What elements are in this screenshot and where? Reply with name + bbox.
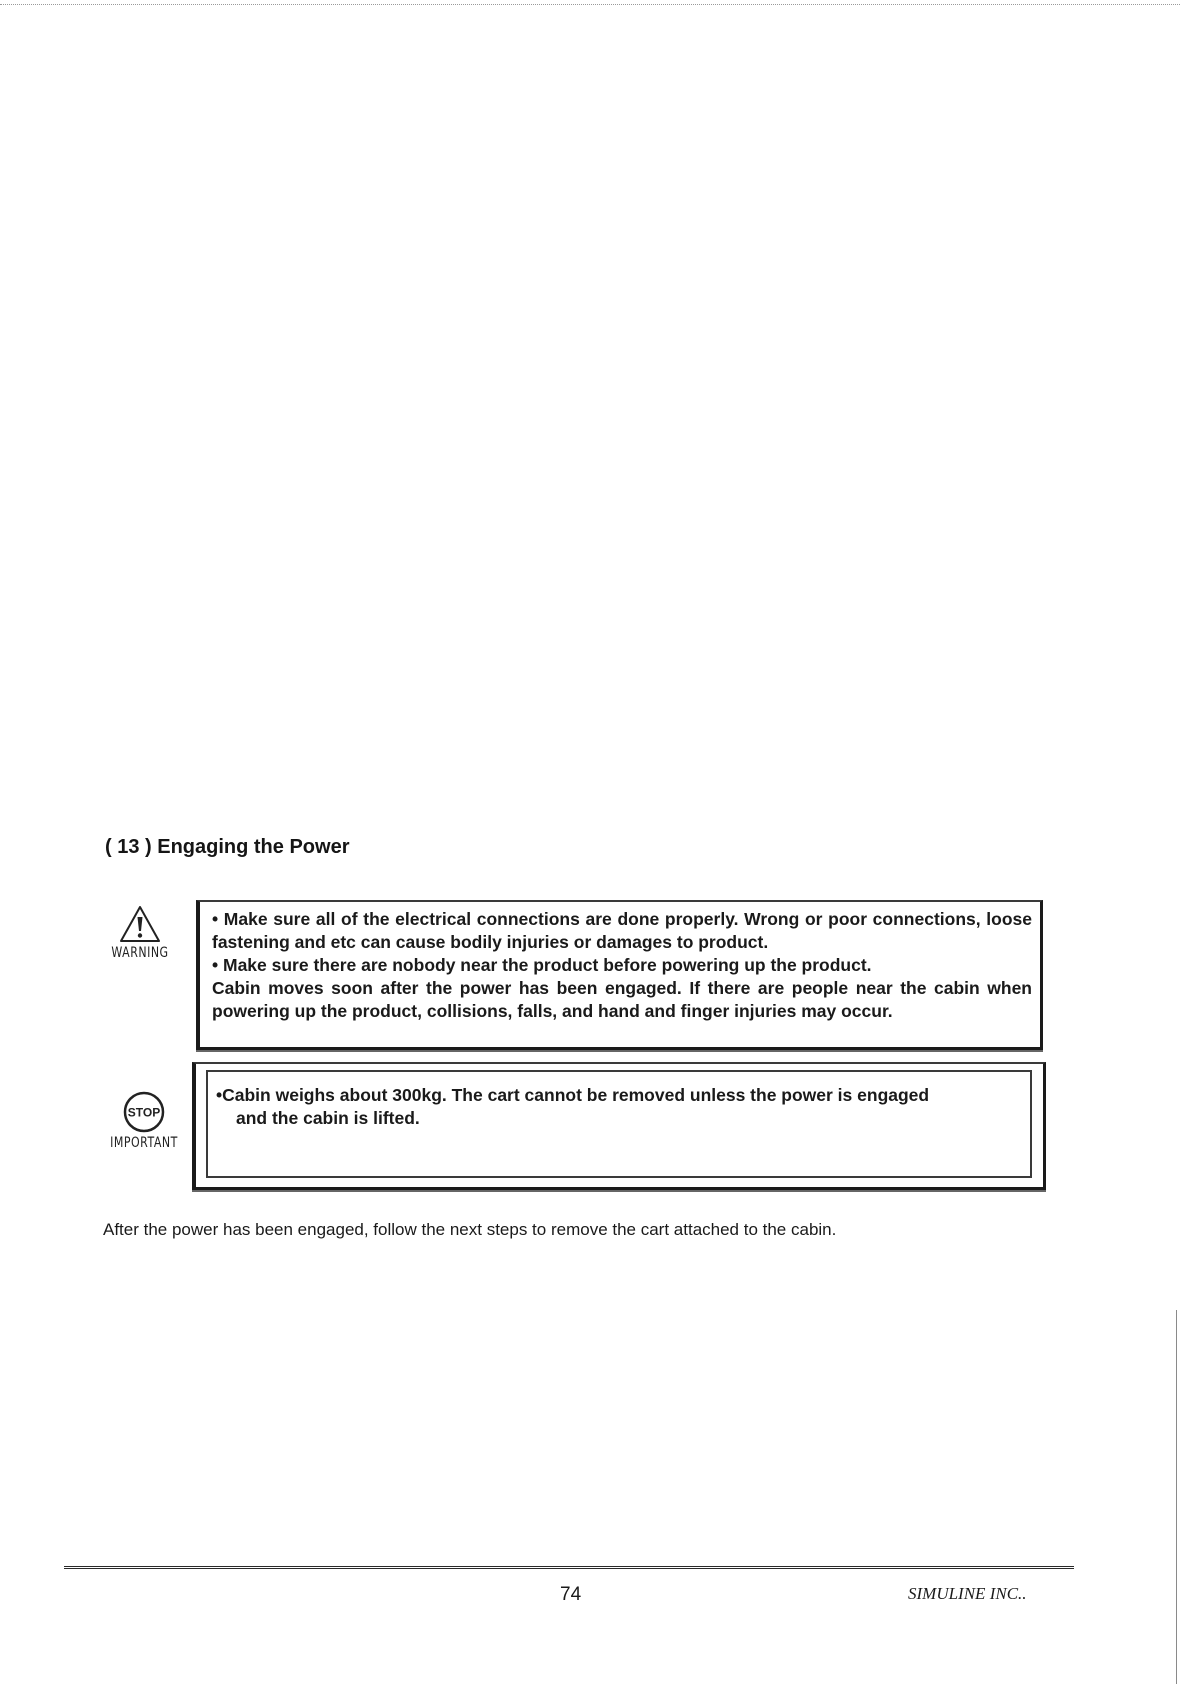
stop-sign-text: STOP [127,1105,161,1120]
footer-rule [64,1566,1074,1569]
warning-text [212,908,1032,1023]
stop-sign-icon [122,1090,166,1134]
warning-triangle-icon [118,904,162,944]
important-text [216,1084,1022,1130]
instruction-paragraph: After the power has been engaged, follow the next steps to remove the cart attached to the cabin. [103,1220,837,1239]
warning-notice-icon [100,904,180,959]
warning-line-2: • Make sure there are nobody near the product before powering up the product. [212,955,872,975]
warning-line-3: Cabin moves soon after the power has been engaged. If there are people near the cabin when powering up the product, collisions, falls, and hand and finger injuries may occur. [212,978,1032,1021]
warning-box [196,900,1043,1050]
scan-edge-line [1176,1310,1177,1684]
important-label: IMPORTANT [110,1134,178,1151]
warning-label: WARNING [111,944,169,961]
important-inner-frame [206,1070,1032,1178]
section-title: ( 13 ) Engaging the Power [105,836,350,858]
company-name: SIMULINE INC.. [908,1584,1027,1603]
important-line-2: and the cabin is lifted. [236,1108,420,1128]
page-number: 74 [560,1584,582,1605]
important-box [192,1062,1046,1190]
important-notice-icon [104,1090,184,1149]
top-dotted-rule [0,4,1180,5]
warning-line-1: • Make sure all of the electrical connections are done properly. Wrong or poor connections, loose fastening and etc can cause bodily injuries or damages to product. [212,909,1032,952]
important-line-1: •Cabin weighs about 300kg. The cart cannot be removed unless the power is engaged [216,1085,930,1105]
